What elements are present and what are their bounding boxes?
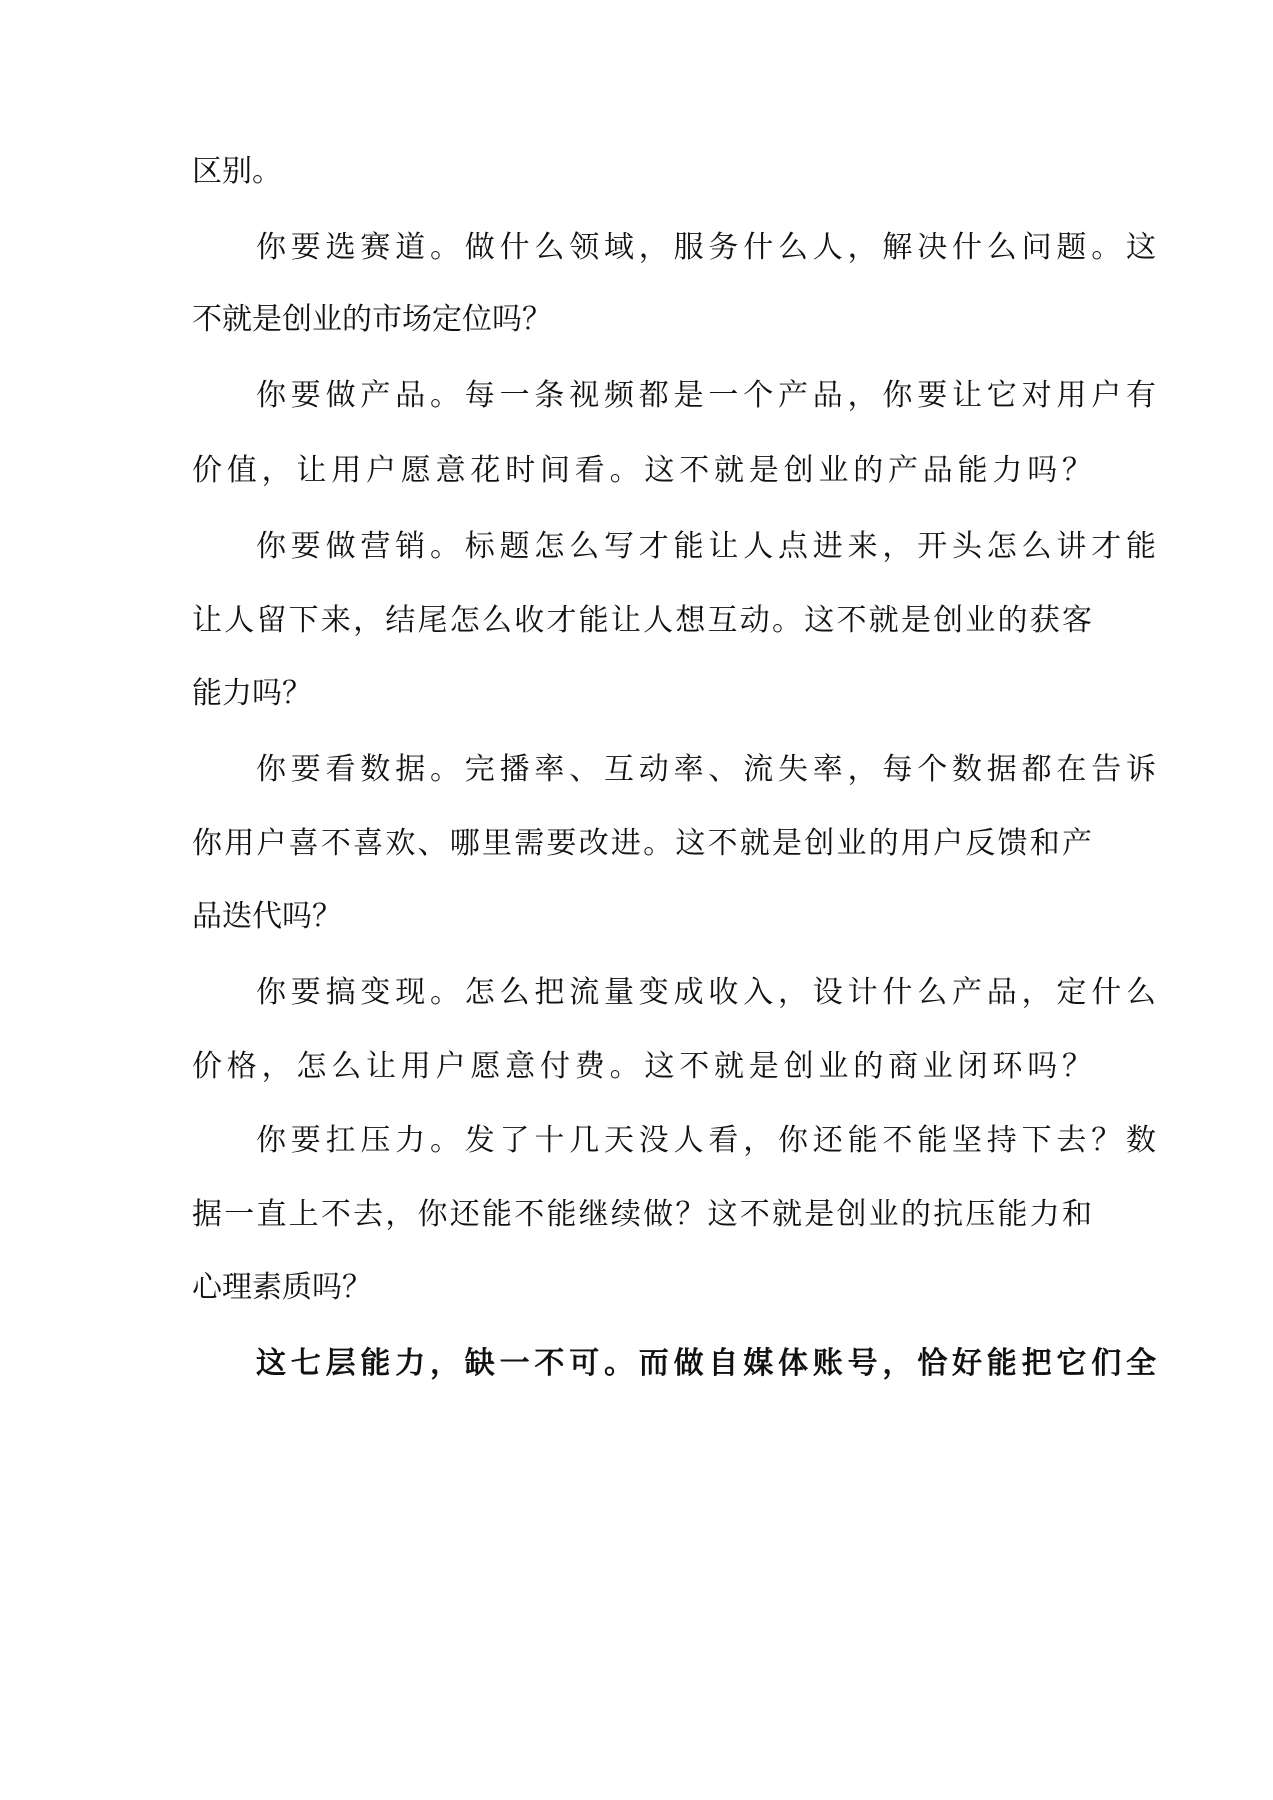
paragraph-line: 你要选赛道。做什么领域，服务什么人，解决什么问题。这 — [256, 230, 1156, 265]
paragraph-line: 价格，怎么让用户愿意付费。这不就是创业的商业闭环吗？ — [192, 1049, 1092, 1084]
paragraph-line: 你要搞变现。怎么把流量变成收入，设计什么产品，定什么 — [256, 975, 1156, 1010]
paragraph-line: 你用户喜不喜欢、哪里需要改进。这不就是创业的用户反馈和产 — [192, 826, 1092, 861]
bold-paragraph-line: 这七层能力，缺一不可。而做自媒体账号，恰好能把它们全 — [256, 1346, 1156, 1381]
paragraph-line: 据一直上不去，你还能不能继续做？这不就是创业的抗压能力和 — [192, 1197, 1092, 1232]
paragraph-line: 你要看数据。完播率、互动率、流失率，每个数据都在告诉 — [256, 752, 1156, 787]
paragraph-line: 不就是创业的市场定位吗？ — [192, 302, 552, 337]
paragraph-line: 品迭代吗？ — [192, 899, 342, 934]
paragraph-line: 价值，让用户愿意花时间看。这不就是创业的产品能力吗？ — [192, 453, 1092, 488]
paragraph-line: 区别。 — [192, 154, 282, 189]
paragraph-line: 你要做营销。标题怎么写才能让人点进来，开头怎么讲才能 — [256, 529, 1156, 564]
paragraph-line: 心理素质吗？ — [192, 1270, 372, 1305]
paragraph-line: 能力吗？ — [192, 676, 312, 711]
paragraph-line: 你要扛压力。发了十几天没人看，你还能不能坚持下去？数 — [256, 1123, 1156, 1158]
paragraph-line: 你要做产品。每一条视频都是一个产品，你要让它对用户有 — [256, 378, 1156, 413]
paragraph-line: 让人留下来，结尾怎么收才能让人想互动。这不就是创业的获客 — [192, 603, 1092, 638]
